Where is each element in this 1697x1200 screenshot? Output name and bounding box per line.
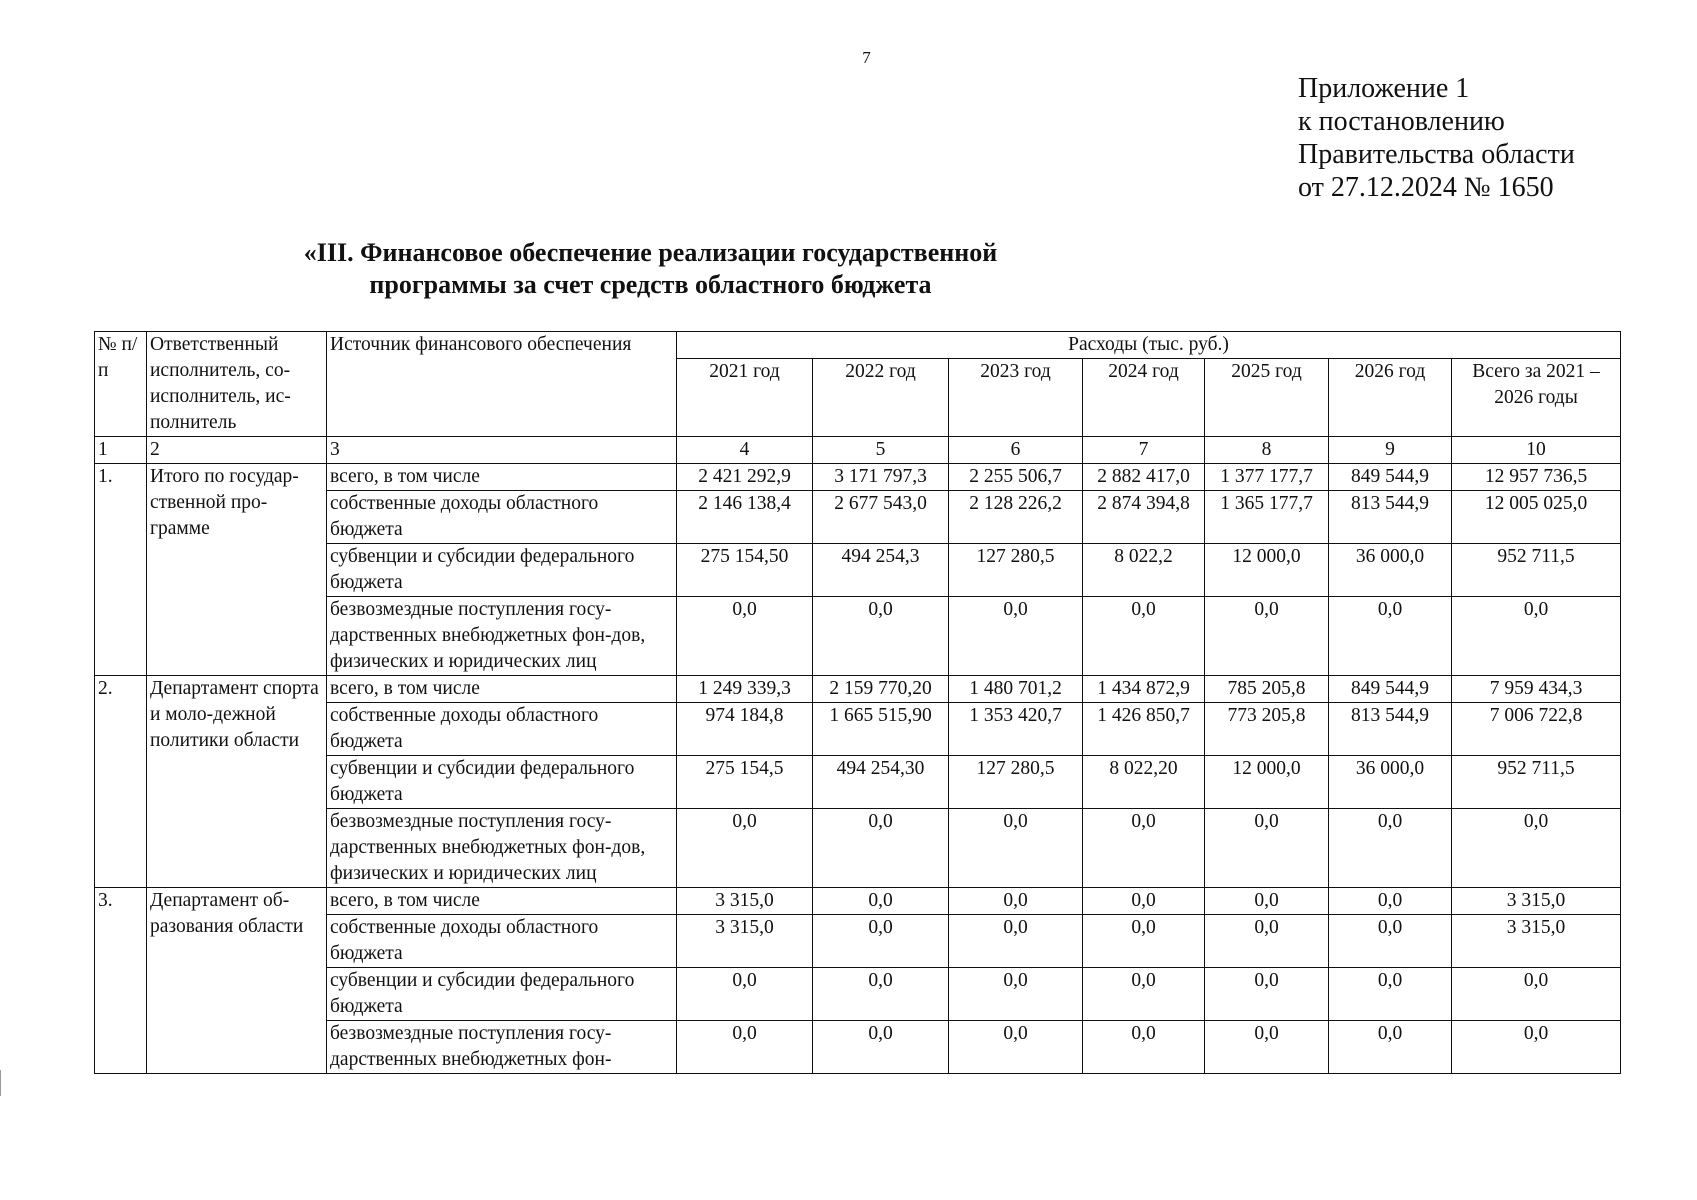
table-row xyxy=(95,888,1621,915)
funding-source: собственные доходы областного бюджета xyxy=(327,915,677,968)
value-2025: 773 205,8 xyxy=(1205,703,1329,756)
col-number: 5 xyxy=(813,437,949,464)
executor-name: Итого по государ-ственной про-грамме xyxy=(147,464,327,676)
value-2026: 0,0 xyxy=(1329,888,1452,915)
col-number: 7 xyxy=(1083,437,1205,464)
value-2025: 1 377 177,7 xyxy=(1205,464,1329,491)
value-2021: 974 184,8 xyxy=(677,703,813,756)
value-2021: 3 315,0 xyxy=(677,888,813,915)
column-number-row xyxy=(95,437,1621,464)
value-2024: 0,0 xyxy=(1083,597,1205,676)
value-total: 12 957 736,5 xyxy=(1452,464,1621,491)
value-2022: 2 677 543,0 xyxy=(813,491,949,544)
value-total: 12 005 025,0 xyxy=(1452,491,1621,544)
value-2021: 2 146 138,4 xyxy=(677,491,813,544)
value-2024: 1 426 850,7 xyxy=(1083,703,1205,756)
value-2026: 0,0 xyxy=(1329,915,1452,968)
value-total: 0,0 xyxy=(1452,809,1621,888)
value-total: 0,0 xyxy=(1452,1021,1621,1074)
value-2024: 0,0 xyxy=(1083,809,1205,888)
value-2023: 0,0 xyxy=(949,597,1083,676)
value-total: 3 315,0 xyxy=(1452,888,1621,915)
value-total: 0,0 xyxy=(1452,597,1621,676)
value-2022: 0,0 xyxy=(813,597,949,676)
value-2025: 0,0 xyxy=(1205,915,1329,968)
value-2026: 36 000,0 xyxy=(1329,544,1452,597)
row-number: 1. xyxy=(95,464,147,676)
value-2023: 0,0 xyxy=(949,809,1083,888)
financial-table xyxy=(94,331,1621,1074)
funding-source: субвенции и субсидии федерального бюджета xyxy=(327,756,677,809)
value-2021: 2 421 292,9 xyxy=(677,464,813,491)
header-row-1 xyxy=(95,332,1621,359)
value-2026: 849 544,9 xyxy=(1329,676,1452,703)
value-total: 7 959 434,3 xyxy=(1452,676,1621,703)
header-executor: Ответственный исполнитель, со-исполнитель, ис-полнитель xyxy=(147,332,327,437)
value-2021: 0,0 xyxy=(677,968,813,1021)
row-number: 3. xyxy=(95,888,147,1074)
value-2025: 0,0 xyxy=(1205,809,1329,888)
header-year-2021: 2021 год xyxy=(677,359,813,437)
appendix-line-3: Правительства области xyxy=(1298,139,1575,170)
value-2025: 1 365 177,7 xyxy=(1205,491,1329,544)
value-2022: 0,0 xyxy=(813,968,949,1021)
header-num: № п/п xyxy=(95,332,147,437)
value-2021: 3 315,0 xyxy=(677,915,813,968)
value-2022: 0,0 xyxy=(813,1021,949,1074)
header-total: Всего за 2021 – 2026 годы xyxy=(1452,359,1621,437)
value-2023: 0,0 xyxy=(949,888,1083,915)
value-2024: 2 874 394,8 xyxy=(1083,491,1205,544)
value-total: 0,0 xyxy=(1452,968,1621,1021)
value-2022: 0,0 xyxy=(813,888,949,915)
value-2024: 8 022,2 xyxy=(1083,544,1205,597)
value-2021: 1 249 339,3 xyxy=(677,676,813,703)
value-2025: 785 205,8 xyxy=(1205,676,1329,703)
value-2024: 0,0 xyxy=(1083,888,1205,915)
value-2026: 813 544,9 xyxy=(1329,703,1452,756)
executor-name: Департамент спорта и моло-дежной политики области xyxy=(147,676,327,888)
funding-source: безвозмездные поступления госу-дарственных внебюджетных фон-дов, физических и юридических лиц xyxy=(327,597,677,676)
value-2024: 0,0 xyxy=(1083,968,1205,1021)
title-line-1: «III. Финансовое обеспечение реализации государственной xyxy=(303,238,998,267)
value-2025: 0,0 xyxy=(1205,888,1329,915)
header-year-2026: 2026 год xyxy=(1329,359,1452,437)
value-2022: 494 254,3 xyxy=(813,544,949,597)
col-number: 1 xyxy=(95,437,147,464)
value-2025: 0,0 xyxy=(1205,1021,1329,1074)
row-number: 2. xyxy=(95,676,147,888)
col-number: 4 xyxy=(677,437,813,464)
value-2026: 849 544,9 xyxy=(1329,464,1452,491)
funding-source: всего, в том числе xyxy=(327,888,677,915)
value-2026: 0,0 xyxy=(1329,597,1452,676)
value-total: 952 711,5 xyxy=(1452,544,1621,597)
title-line-2: программы за счет средств областного бюджета xyxy=(369,270,932,299)
value-2024: 8 022,20 xyxy=(1083,756,1205,809)
value-2023: 1 480 701,2 xyxy=(949,676,1083,703)
value-2022: 2 159 770,20 xyxy=(813,676,949,703)
header-expenses: Расходы (тыс. руб.) xyxy=(677,332,1621,359)
table-row xyxy=(95,676,1621,703)
funding-source: субвенции и субсидии федерального бюджета xyxy=(327,544,677,597)
value-2022: 3 171 797,3 xyxy=(813,464,949,491)
appendix-line-4: от 27.12.2024 № 1650 xyxy=(1298,172,1554,203)
value-2023: 127 280,5 xyxy=(949,544,1083,597)
funding-source: субвенции и субсидии федерального бюджета xyxy=(327,968,677,1021)
funding-source: безвозмездные поступления госу-дарственных внебюджетных фон-дов, физических и юридических лиц xyxy=(327,809,677,888)
document-title xyxy=(0,237,1301,301)
funding-source: безвозмездные поступления госу-дарственных внебюджетных фон- xyxy=(327,1021,677,1074)
value-2021: 275 154,50 xyxy=(677,544,813,597)
value-2023: 0,0 xyxy=(949,1021,1083,1074)
header-year-2024: 2024 год xyxy=(1083,359,1205,437)
value-2025: 0,0 xyxy=(1205,597,1329,676)
funding-source: всего, в том числе xyxy=(327,464,677,491)
executor-name: Департамент об-разования области xyxy=(147,888,327,1074)
col-number: 9 xyxy=(1329,437,1452,464)
header-year-2022: 2022 год xyxy=(813,359,949,437)
funding-source: всего, в том числе xyxy=(327,676,677,703)
header-year-2025: 2025 год xyxy=(1205,359,1329,437)
col-number: 2 xyxy=(147,437,327,464)
value-2023: 127 280,5 xyxy=(949,756,1083,809)
col-number: 6 xyxy=(949,437,1083,464)
value-2026: 0,0 xyxy=(1329,968,1452,1021)
value-2021: 0,0 xyxy=(677,1021,813,1074)
appendix-block xyxy=(1298,72,1575,204)
value-total: 952 711,5 xyxy=(1452,756,1621,809)
value-total: 3 315,0 xyxy=(1452,915,1621,968)
header-year-2023: 2023 год xyxy=(949,359,1083,437)
value-2024: 1 434 872,9 xyxy=(1083,676,1205,703)
value-2026: 0,0 xyxy=(1329,809,1452,888)
value-2023: 2 255 506,7 xyxy=(949,464,1083,491)
value-2021: 0,0 xyxy=(677,597,813,676)
appendix-line-1: Приложение 1 xyxy=(1298,73,1470,104)
value-2022: 1 665 515,90 xyxy=(813,703,949,756)
value-2023: 2 128 226,2 xyxy=(949,491,1083,544)
value-2022: 0,0 xyxy=(813,809,949,888)
value-2023: 0,0 xyxy=(949,968,1083,1021)
value-2025: 12 000,0 xyxy=(1205,756,1329,809)
table-row xyxy=(95,464,1621,491)
appendix-line-2: к постановлению xyxy=(1298,106,1505,137)
value-2026: 0,0 xyxy=(1329,1021,1452,1074)
header-source: Источник финансового обеспечения xyxy=(327,332,677,437)
value-2026: 36 000,0 xyxy=(1329,756,1452,809)
page-number: 7 xyxy=(862,48,871,67)
col-number: 3 xyxy=(327,437,677,464)
value-2025: 0,0 xyxy=(1205,968,1329,1021)
value-2024: 0,0 xyxy=(1083,915,1205,968)
funding-source: собственные доходы областного бюджета xyxy=(327,703,677,756)
col-number: 8 xyxy=(1205,437,1329,464)
value-2025: 12 000,0 xyxy=(1205,544,1329,597)
funding-source: собственные доходы областного бюджета xyxy=(327,491,677,544)
value-2023: 1 353 420,7 xyxy=(949,703,1083,756)
value-2024: 2 882 417,0 xyxy=(1083,464,1205,491)
value-2023: 0,0 xyxy=(949,915,1083,968)
scan-margin-mark xyxy=(0,1070,5,1096)
value-2021: 0,0 xyxy=(677,809,813,888)
value-total: 7 006 722,8 xyxy=(1452,703,1621,756)
value-2022: 494 254,30 xyxy=(813,756,949,809)
col-number: 10 xyxy=(1452,437,1621,464)
value-2022: 0,0 xyxy=(813,915,949,968)
value-2024: 0,0 xyxy=(1083,1021,1205,1074)
value-2021: 275 154,5 xyxy=(677,756,813,809)
value-2026: 813 544,9 xyxy=(1329,491,1452,544)
